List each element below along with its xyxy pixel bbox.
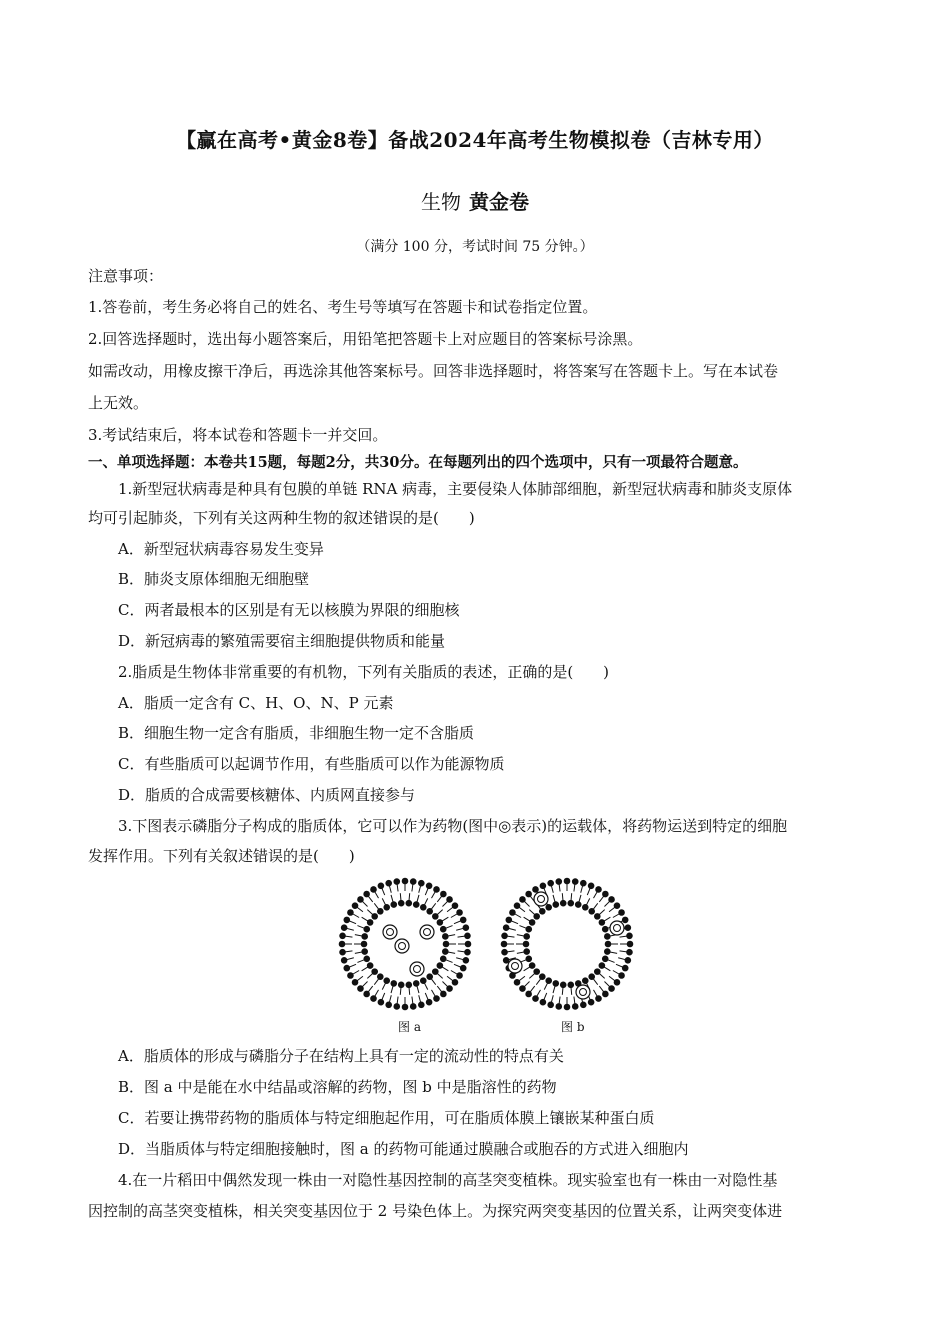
figure-b-caption: 图 b [561,1020,585,1034]
section-heading: 一、单项选择题：本卷共15题，每题2分，共30分。在每题列出的四个选项中，只有一项最符合题意。 [88,454,748,471]
option-d: D．当脂质体与特定细胞接触时，图 a 的药物可能通过膜融合或胞吞的方式进入细胞内 [118,1140,689,1158]
option-b: B．细胞生物一定含有脂质，非细胞生物一定不含脂质 [118,724,475,742]
drug-marker [383,925,397,939]
option-d: D．脂质的合成需要核糖体、内质网直接参与 [118,786,416,804]
question-stem: 发挥作用。下列有关叙述错误的是( ) [88,847,355,865]
question-stem: 均可引起肺炎，下列有关这两种生物的叙述错误的是( ) [88,509,475,527]
exam-subtitle [0,186,950,215]
question-stem: 3.下图表示磷脂分子构成的脂质体，它可以作为药物(图中◎表示)的运载体，将药物运送到特定的细胞 [118,817,788,835]
exam-title: 【赢在高考•黄金8卷】备战2024年高考生物模拟卷（吉林专用） [176,128,774,152]
exam-info: （满分 100 分，考试时间 75 分钟。） [356,239,594,255]
liposome-b [501,878,634,1011]
option-d: D．新冠病毒的繁殖需要宿主细胞提供物质和能量 [118,632,446,650]
notice-item: 上无效。 [88,394,149,412]
option-a: A．脂质一定含有 C、H、O、N、P 元素 [118,694,394,712]
drug-marker [395,939,409,953]
liposome-diagram [335,874,645,1044]
drug-marker [508,959,522,973]
notice-item: 3.考试结束后，将本试卷和答题卡一并交回。 [88,426,388,444]
figure-a-caption: 图 a [398,1020,421,1034]
drug-marker [410,962,424,976]
option-b: B．图 a 中是能在水中结晶或溶解的药物，图 b 中是脂溶性的药物 [118,1078,557,1096]
question-stem: 因控制的高茎突变植株，相关突变基因位于 2 号染色体上。为探究两突变基因的位置关系，让两突变体进 [88,1202,783,1220]
option-c: C．两者最根本的区别是有无以核膜为界限的细胞核 [118,601,460,619]
paper-name: 黄金卷 [469,190,529,214]
notice-item: 2.回答选择题时，选出每小题答案后，用铅笔把答题卡上对应题目的答案标号涂黑。 [88,330,643,348]
liposome-figure [335,874,645,1044]
option-a: A．脂质体的形成与磷脂分子在结构上具有一定的流动性的特点有关 [118,1047,564,1065]
notice-item: 如需改动，用橡皮擦干净后，再选涂其他答案标号。回答非选择题时，将答案写在答题卡上。写在本试卷 [88,362,779,380]
notice-item: 1.答卷前，考生务必将自己的姓名、考生号等填写在答题卡和试卷指定位置。 [88,298,598,316]
option-a: A．新型冠状病毒容易发生变异 [118,540,324,558]
option-c: C．若要让携带药物的脂质体与特定细胞起作用，可在脂质体膜上镶嵌某种蛋白质 [118,1109,655,1127]
drug-marker [420,925,434,939]
notice-heading: 注意事项： [88,267,164,285]
subject-label: 生物 [421,190,461,214]
option-b: B．肺炎支原体细胞无细胞壁 [118,570,310,588]
drug-marker [610,921,624,935]
drug-marker [534,892,548,906]
question-stem: 2.脂质是生物体非常重要的有机物，下列有关脂质的表述，正确的是( ) [118,663,610,681]
question-stem: 1.新型冠状病毒是种具有包膜的单链 RNA 病毒，主要侵染人体肺部细胞，新型冠状病毒和肺炎支原体 [118,480,793,498]
option-c: C．有些脂质可以起调节作用，有些脂质可以作为能源物质 [118,755,505,773]
drug-marker [576,985,590,999]
question-stem: 4.在一片稻田中偶然发现一株由一对隐性基因控制的高茎突变植株。现实验室也有一株由一对隐性基 [118,1171,778,1189]
